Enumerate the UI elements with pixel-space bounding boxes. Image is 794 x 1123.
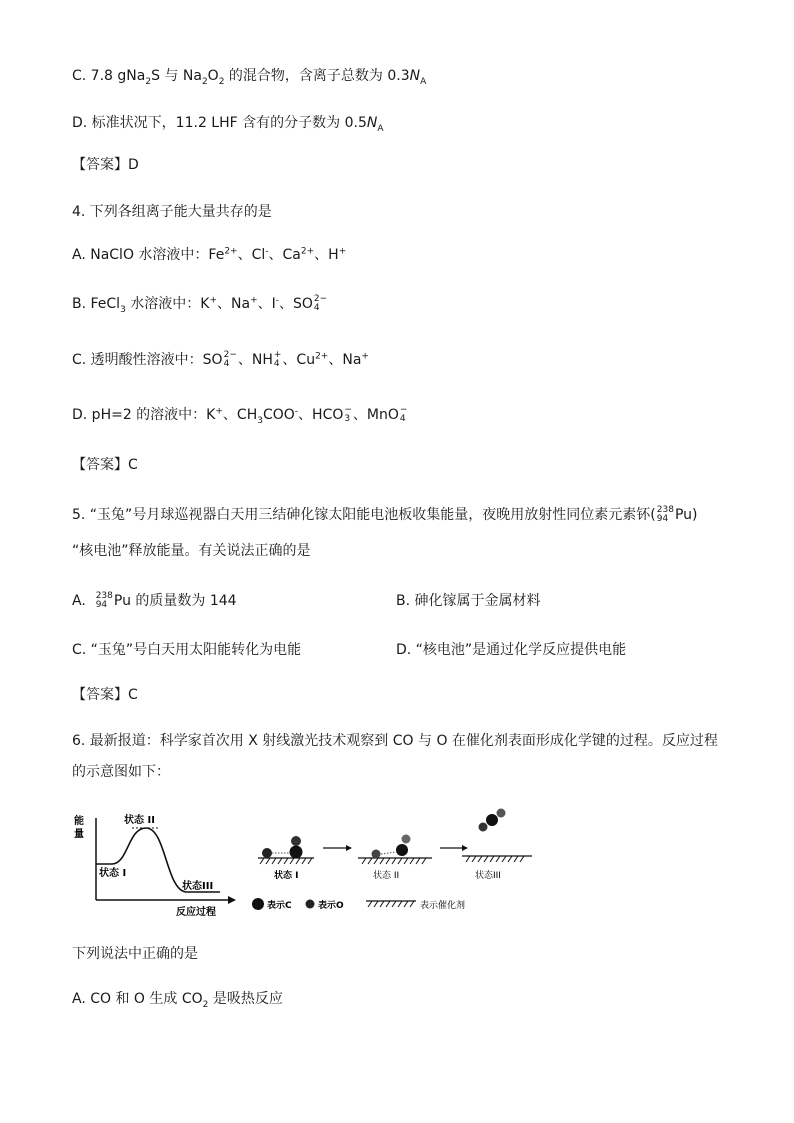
atom-c (396, 844, 408, 856)
q3-option-d: D. 标准状况下，11.2 LHF 含有的分子数为 $0.5N_A$ (72, 115, 384, 134)
legend-cat-label: 表示催化剂 (420, 901, 466, 911)
legend-c-label: 表示C (267, 901, 292, 911)
surface-state-1 (258, 836, 314, 881)
atom-c (290, 846, 303, 859)
atom-o (402, 835, 411, 844)
atom-c (486, 814, 498, 826)
surface-state-3 (462, 809, 532, 882)
arrow-1 (323, 845, 352, 851)
q6-stem-line3: 下列说法中正确的是 (72, 946, 198, 962)
q5-stem-line2: “核电池”释放能量。有关说法正确的是 (72, 543, 311, 559)
q5-stem-line1: 5. “玉兔”号月球巡视器白天用三结砷化镓太阳能电池板收集能量，夜晚用放射性同位素元素钚( 238 94 Pu) (72, 505, 698, 524)
q5-option-b: B. 砷化镓属于金属材料 (396, 593, 541, 609)
caption-state-2: 状态 II (373, 871, 400, 881)
caption-state-1: 状态 I (274, 871, 299, 881)
diagram-legend (252, 898, 465, 911)
axis-label-energy-2: 量 (74, 829, 84, 840)
q4-option-d: D. pH=2 的溶液中：K+、$CH_3COO^-$、HCO − 3 、MnO − 4 (72, 405, 408, 426)
q4-option-b: B. FeCl$_3$ 水溶液中：K+、Na+、I-、SO 2− 4 (72, 294, 328, 315)
legend-o-marker (306, 900, 315, 909)
atom-o (497, 809, 506, 818)
atom-o (372, 850, 381, 859)
atom-o (479, 823, 488, 832)
q6-stem-line1: 6. 最新报道：科学家首次用 X 射线激光技术观察到 CO 与 O 在催化剂表面形成化学键的过程。反应过程 (72, 733, 718, 749)
q4-stem: 4. 下列各组离子能大量共存的是 (72, 204, 272, 220)
label-state-3: 状态III (182, 881, 214, 892)
q5-option-d: D. “核电池”是通过化学反应提供电能 (396, 642, 627, 658)
q5-option-a: A. 238 94 Pu 的质量数为 144 (72, 591, 237, 610)
axis-label-reaction: 反应过程 (176, 907, 216, 918)
arrow-2 (440, 845, 468, 851)
axis-arrow-x (228, 896, 236, 904)
q5-option-c: C. “玉兔”号白天用太阳能转化为电能 (72, 642, 302, 658)
legend-o-label: 表示O (318, 901, 344, 911)
q4-option-a: A. NaClO 水溶液中：$Fe^{2+}$、Cl-、$Ca^{2+}$、H+ (72, 246, 347, 263)
q3-answer: 【答案】D (72, 157, 139, 173)
q6-option-a: A. CO 和 O 生成 $CO_2$ 是吸热反应 (72, 991, 283, 1010)
surface-state-2 (358, 835, 432, 882)
label-state-1: 状态 I (99, 868, 127, 879)
q3-option-c: C. 7.8 gNa$_2$S 与 $Na_2O_2$ 的混合物，含离子总数为 $0.3N_A$ (72, 68, 427, 87)
axis-label-energy-1: 能 (74, 816, 84, 827)
legend-c-marker (252, 898, 264, 910)
energy-profile-chart (74, 813, 236, 918)
atom-o (291, 836, 301, 846)
q4-option-c: C. 透明酸性溶液中：SO 2− 4 、NH + 4 、$Cu^{2+}$、Na+ (72, 350, 369, 369)
q4-answer: 【答案】C (72, 457, 138, 473)
q6-stem-line2: 的示意图如下： (72, 764, 170, 780)
caption-state-3: 状态III (475, 871, 501, 881)
label-state-2: 状态 II (124, 815, 155, 826)
reaction-diagram (70, 808, 550, 923)
q5-answer: 【答案】C (72, 687, 138, 703)
atom-o (262, 848, 272, 858)
